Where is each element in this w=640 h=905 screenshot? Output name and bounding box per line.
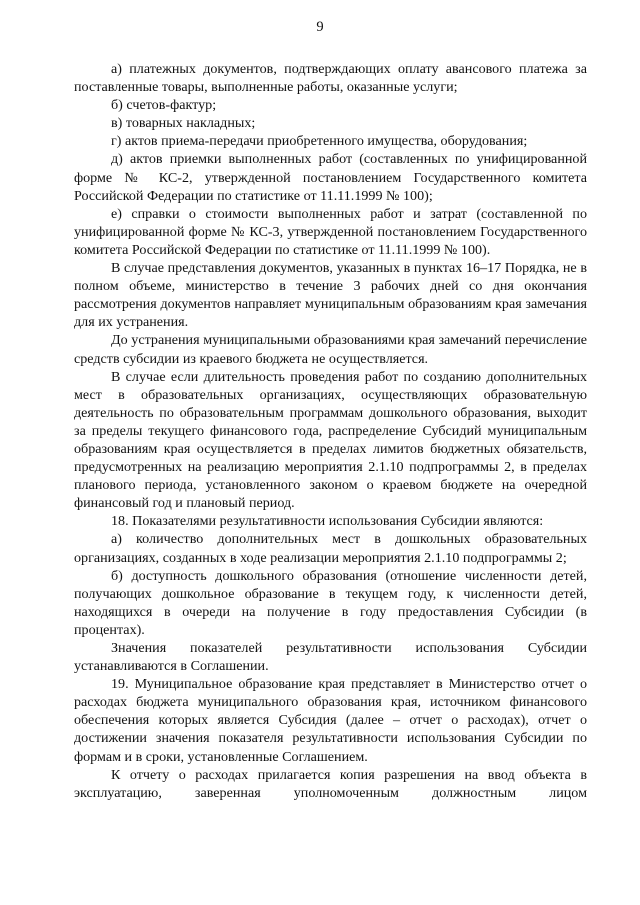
paragraph-multiyear-works: В случае если длительность проведения работ по созданию дополнительных мест в образовательных организациях, осуществляющих образовательную деятельность по образовательным программам дошкольного образования, выходит за пределы текущего финансового года, распределение Субсидий муниципальным образованиям края осуществляется в пределах лимитов бюджетных обязательств, предусмотренных на реализацию мероприятия 2.1.10 подпрограммы 2, в пределах планового периода, установленного законом о краевом бюджете на очередной финансовый год и плановый период. — [74, 368, 587, 512]
paragraph-report-attachment: К отчету о расходах прилагается копия разрешения на ввод объекта в эксплуатацию, заверенная уполномоченным должностным лицом — [74, 766, 587, 801]
paragraph-item-g: г) актов приема-передачи приобретенного имущества, оборудования; — [111, 133, 528, 150]
paragraph-item-b: б) счетов-фактур; — [111, 97, 217, 114]
page-number: 9 — [316, 19, 324, 35]
paragraph-item-d: д) актов приемки выполненных работ (составленных по унифицированной форме № КС-2, утвержденной постановлением Государственного комитета Российской Федерации по статистике от 11.11.1999 № 100); — [74, 151, 587, 204]
paragraph-item-e: е) справки о стоимости выполненных работ и затрат (составленной по унифицированной форме № КС-3, утвержденной постановлением Государственного комитета Российской Федерации по статистике от 11.11.1999 № 100). — [74, 205, 587, 258]
paragraph-indicator-values: Значения показателей результативности использования Субсидии устанавливаются в Соглашении. — [74, 640, 587, 675]
paragraph-section-19: 19. Муниципальное образование края представляет в Министерство отчет о расходах бюджета муниципального образования края, источником финансового обеспечения которых является Субсидия (далее – отчет о расходах), отчет о достижении значения показателя результативности использования Субсидии по формам и в сроки, установленные Соглашением. — [74, 676, 587, 765]
paragraph-indicator-a: а) количество дополнительных мест в дошкольных образовательных организациях, созданных в ходе реализации мероприятия 2.1.10 подпрограммы 2; — [74, 531, 587, 566]
paragraph-section-18: 18. Показателями результативности использования Субсидии являются: — [111, 513, 544, 530]
document-body — [74, 60, 587, 802]
paragraph-remarks: До устранения муниципальными образованиями края замечаний перечисление средств субсидии из краевого бюджета не осуществляется. — [74, 332, 587, 367]
paragraph-incomplete-documents: В случае представления документов, указанных в пунктах 16–17 Порядка, не в полном объеме, министерство в течение 3 рабочих дней со дня окончания рассмотрения документов направляет муниципальным образованиям края замечания для их устранения. — [74, 260, 587, 331]
paragraph-item-v: в) товарных накладных; — [111, 115, 256, 132]
paragraph-item-a: а) платежных документов, подтверждающих оплату авансового платежа за поставленные товары, выполненные работы, оказанные услуги; — [74, 61, 587, 96]
paragraph-indicator-b: б) доступность дошкольного образования (отношение численности детей, получающих дошкольное образование в текущем году, к численности детей, находящихся в очереди на получение в году предоставления Субсидии (в процентах). — [74, 567, 587, 638]
